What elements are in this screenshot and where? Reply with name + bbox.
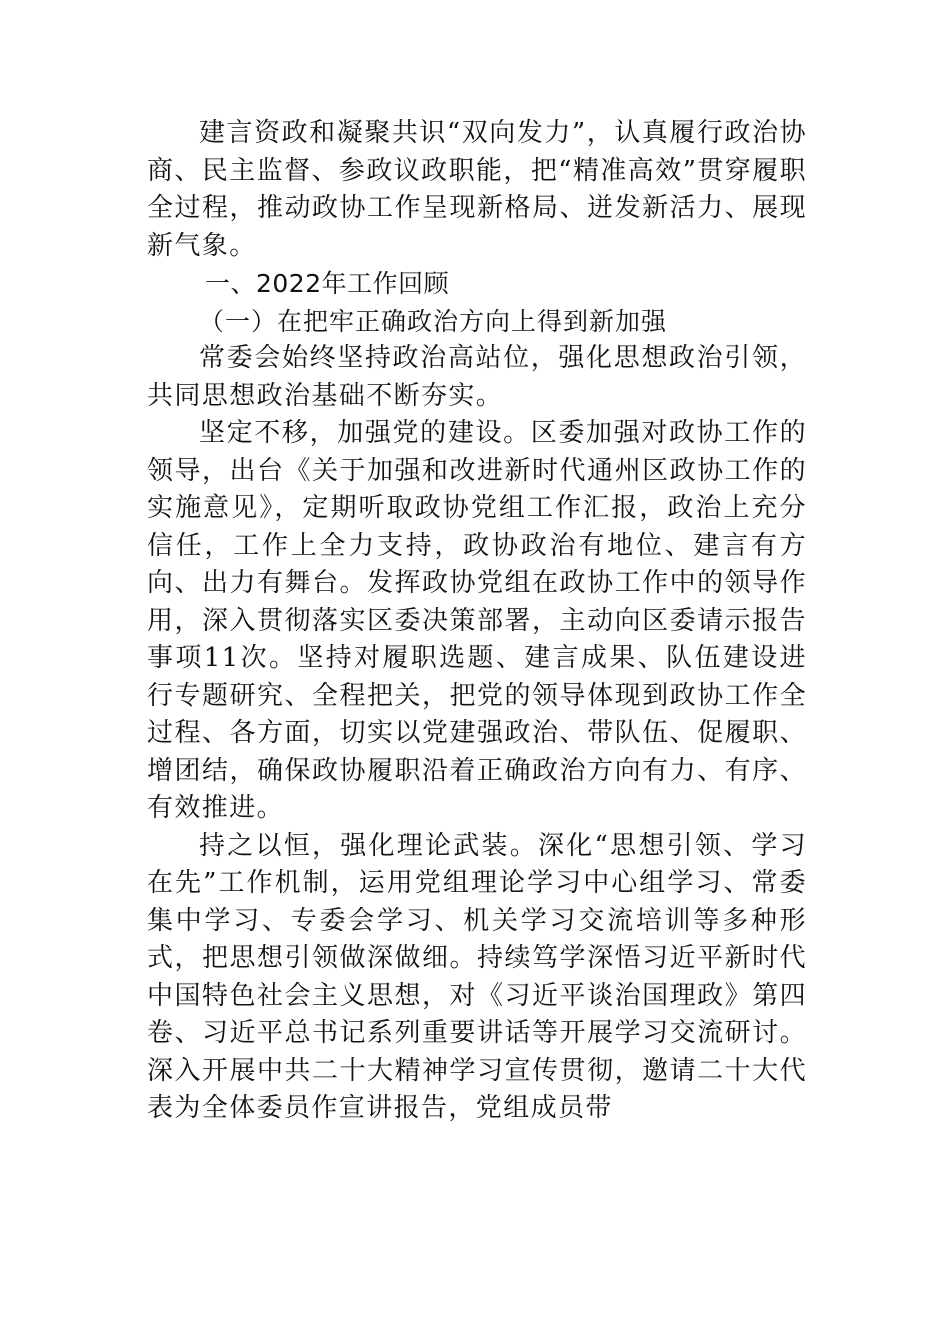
section-heading: 一、2022年工作回顾 — [205, 269, 450, 298]
party-building-paragraph: 坚定不移，加强党的建设。区委加强对政协工作的领导，出台《关于加强和改进新时代通州区政协工作的实施意见》，定期听取政协党组工作汇报，政治上充分信任，工作上全力支持，政协政治有地位、建言有方向、出力有舞台。发挥政协党组在政协工作中的领导作用，深入贯彻落实区委决策部署，主动向区委请示报告事项11次。坚持对履职选题、建言成果、队伍建设进行专题研究、全程把关，把党的领导体现到政协工作全过程、各方面，切实以党建强政治、带队伍、促履职、增团结，确保政协履职沿着正确政治方向有力、有序、有效推进。 — [147, 418, 807, 823]
summary-paragraph: 常委会始终坚持政治高站位，强化思想政治引领，共同思想政治基础不断夯实。 — [147, 343, 807, 411]
theory-study-paragraph: 持之以恒，强化理论武装。深化“思想引领、学习在先”工作机制，运用党组理论学习中心组学习、常委集中学习、专委会学习、机关学习交流培训等多种形式，把思想引领做深做细。持续笃学深悟习近平新时代中国特色社会主义思想，对《习近平谈治国理政》第四卷、习近平总书记系列重要讲话等开展学习交流研讨。深入开展中共二十大精神学习宣传贯彻，邀请二十大代表为全体委员作宣讲报告，党组成员带 — [147, 830, 807, 1123]
document-body — [147, 115, 807, 1128]
subsection-heading: （一）在把牢正确政治方向上得到新加强 — [199, 306, 668, 336]
intro-paragraph: 建言资政和凝聚共识“双向发力”，认真履行政治协商、民主监督、参政议政职能，把“精准高效”贯穿履职全过程，推动政协工作呈现新格局、迸发新活力、展现新气象。 — [147, 118, 807, 261]
